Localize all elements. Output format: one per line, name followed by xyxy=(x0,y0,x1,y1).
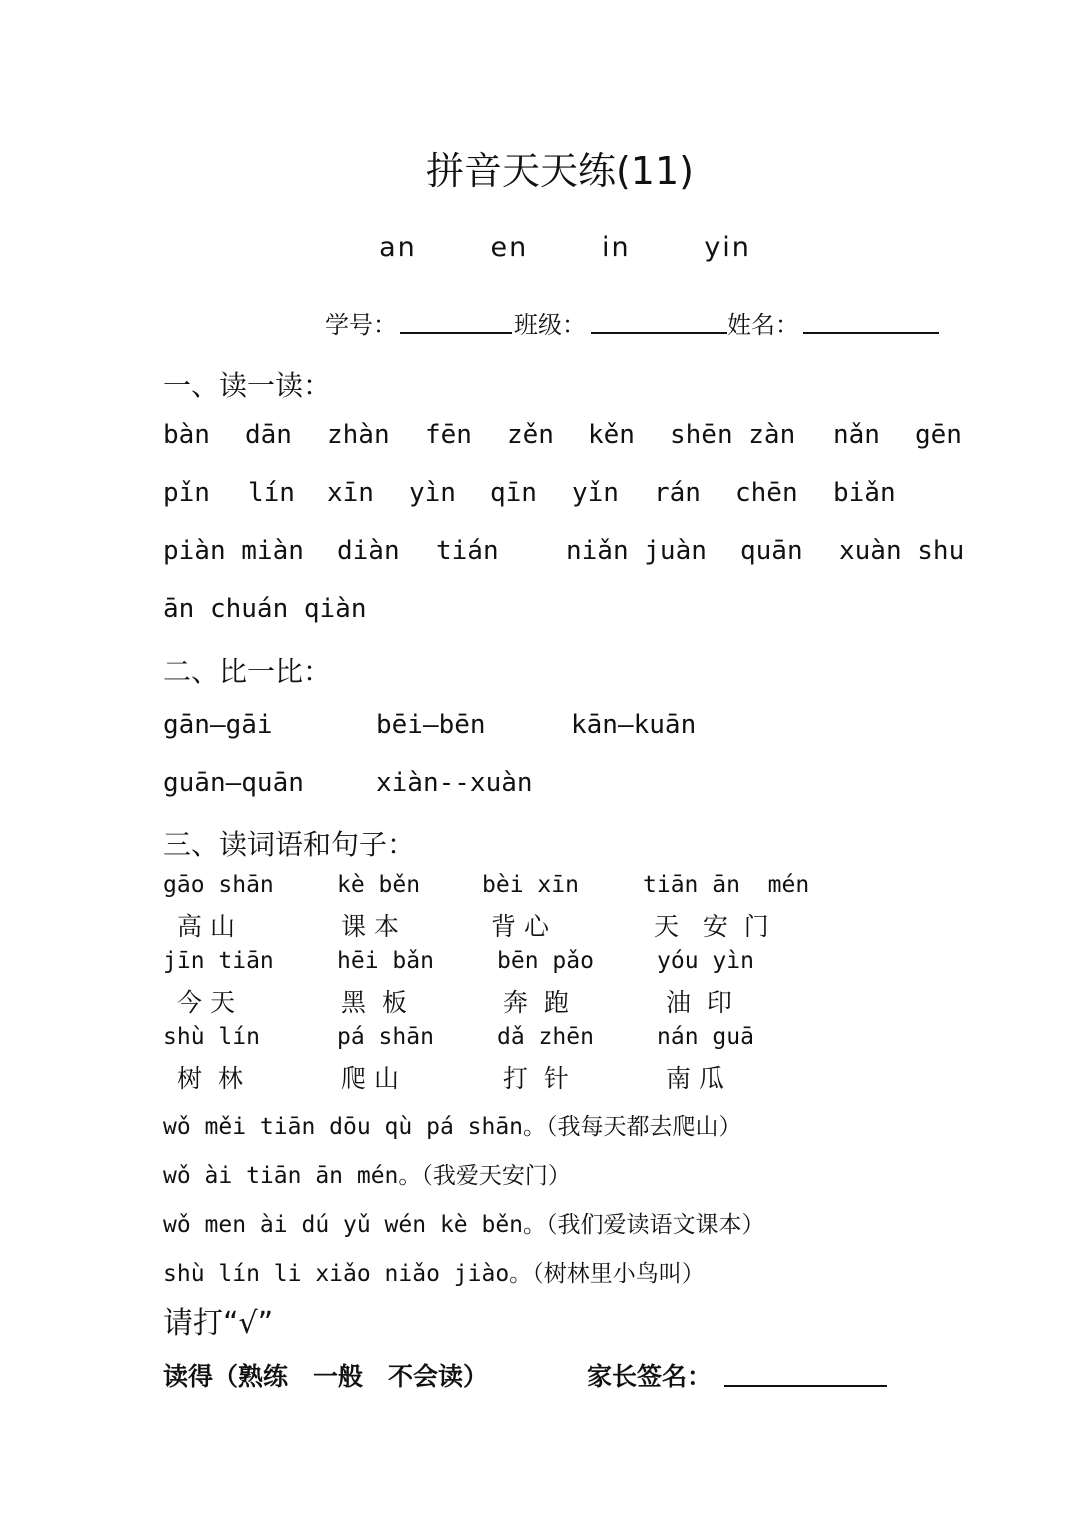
sentence-hanzi: （我们爱读语文课本） xyxy=(546,1212,765,1238)
word-hanzi: 爬 山 xyxy=(341,1064,399,1093)
check-instruction: 请打“√” xyxy=(163,1306,274,1341)
compare-pair: guān—quān xyxy=(163,768,304,798)
sentence-line xyxy=(163,1157,571,1190)
syllable: gēn xyxy=(915,420,962,450)
sentence-line xyxy=(163,1108,742,1141)
sentence-hanzi: （树林里小鸟叫） xyxy=(532,1261,705,1287)
word-pinyin: nán guā xyxy=(657,1024,754,1050)
syllable: biǎn xyxy=(833,478,896,508)
word-pinyin: tiān ān mén xyxy=(643,872,810,898)
word-hanzi: 背 心 xyxy=(491,912,549,941)
sentence-pinyin: wǒ men ài dú yǔ wén kè běn。 xyxy=(163,1212,547,1238)
syllable: niǎn juàn xyxy=(566,536,707,566)
syllable: kěn xyxy=(588,420,635,450)
word-pinyin: dǎ zhēn xyxy=(497,1024,594,1050)
word-pinyin: shù lín xyxy=(163,1024,260,1050)
parent-signature-blank[interactable] xyxy=(724,1385,887,1387)
name-blank[interactable] xyxy=(803,332,939,334)
syllable: zěn xyxy=(507,420,554,450)
syllable: yǐn xyxy=(572,478,619,508)
name-label: 姓名： xyxy=(727,311,799,339)
word-hanzi: 油 印 xyxy=(666,988,732,1017)
section3-heading: 三、读词语和句子： xyxy=(163,828,416,861)
word-pinyin: gāo shān xyxy=(163,872,274,898)
word-pinyin: hēi bǎn xyxy=(337,948,434,974)
sentence-line xyxy=(163,1255,705,1288)
syllable: lín xyxy=(248,478,295,508)
word-pinyin: bèi xīn xyxy=(482,872,579,898)
class-blank[interactable] xyxy=(591,332,727,334)
word-hanzi: 树 林 xyxy=(177,1064,243,1093)
syllable: yìn xyxy=(409,478,456,508)
syllable: quān xyxy=(740,536,803,566)
syllable: zhàn xyxy=(327,420,390,450)
word-hanzi: 打 针 xyxy=(503,1064,569,1093)
sentence-pinyin: shù lín li xiǎo niǎo jiào。 xyxy=(163,1261,533,1287)
syllable: tián xyxy=(436,536,499,566)
syllable: nǎn xyxy=(833,420,880,450)
word-pinyin: yóu yìn xyxy=(657,948,754,974)
class-label: 班级： xyxy=(514,311,586,339)
section2-heading: 二、比一比： xyxy=(163,655,332,688)
word-hanzi: 高 山 xyxy=(177,912,235,941)
syllable: chēn xyxy=(735,478,798,508)
syllable: dān xyxy=(245,420,292,450)
syllable: xuàn shu xyxy=(839,536,965,566)
syllable: ān chuán qiàn xyxy=(163,594,367,624)
compare-pair: gān—gāi xyxy=(163,710,273,740)
syllable: shēn zàn xyxy=(670,420,796,450)
compare-pair: xiàn--xuàn xyxy=(376,768,533,798)
syllable: bàn xyxy=(163,420,210,450)
word-pinyin: jīn tiān xyxy=(163,948,274,974)
word-hanzi: 课 本 xyxy=(341,912,399,941)
syllable: diàn xyxy=(337,536,400,566)
word-pinyin: bēn pǎo xyxy=(497,948,594,974)
word-hanzi: 南 瓜 xyxy=(666,1064,724,1093)
sentence-hanzi: （我爱天安门） xyxy=(421,1163,571,1189)
student-no-label: 学号： xyxy=(325,311,397,339)
sentence-pinyin: wǒ měi tiān dōu qù pá shān。 xyxy=(163,1114,547,1140)
syllable: fēn xyxy=(425,420,472,450)
compare-pair: kān—kuān xyxy=(571,710,697,740)
page-title: 拼音天天练(11) xyxy=(425,149,694,193)
sentence-hanzi: （我每天都去爬山） xyxy=(546,1114,742,1140)
word-pinyin: pá shān xyxy=(337,1024,434,1050)
sentence-line xyxy=(163,1206,765,1239)
student-no-blank[interactable] xyxy=(400,332,512,334)
syllable: xīn xyxy=(327,478,374,508)
syllable: rán xyxy=(654,478,701,508)
word-pinyin: kè běn xyxy=(337,872,421,898)
syllable: pǐn xyxy=(163,478,210,508)
read-level-options[interactable]: 读得（熟练 一般 不会读） xyxy=(163,1362,489,1391)
word-hanzi: 今 天 xyxy=(177,988,235,1017)
word-hanzi: 奔 跑 xyxy=(503,988,569,1017)
syllable: qīn xyxy=(490,478,537,508)
sentence-pinyin: wǒ ài tiān ān mén。 xyxy=(163,1163,422,1189)
word-hanzi: 天 安 门 xyxy=(654,912,769,941)
word-hanzi: 黑 板 xyxy=(341,988,407,1017)
page-subtitle: an en in yin xyxy=(379,232,751,263)
section1-heading: 一、读一读： xyxy=(163,369,332,402)
compare-pair: bēi—bēn xyxy=(376,710,486,740)
parent-signature-label: 家长签名： xyxy=(587,1362,713,1391)
syllable: piàn miàn xyxy=(163,536,304,566)
